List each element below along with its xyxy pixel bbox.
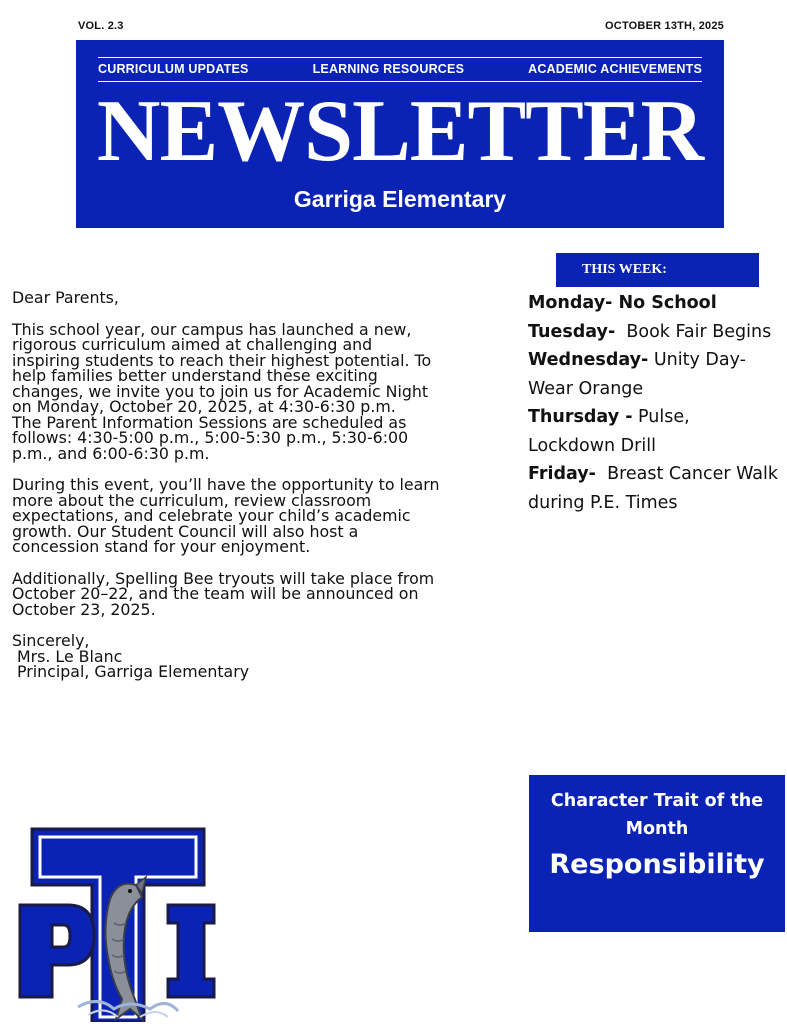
character-trait-box [529,775,785,932]
schedule-item-thursday [528,403,778,460]
schedule-item-tuesday [528,318,778,347]
logo-letter-p [20,905,94,997]
letter-paragraph-2: During this event, you’ll have the opportunity to learn more about the curriculum, review classroom expectations, and celebrate your child’s academic growth. Our Student Council will also host a concession stand for your enjoyment. [12,475,440,556]
letter-paragraph-3: Additionally, Spelling Bee tryouts will take place from October 20–22, and the team will be announced on October 23, 2025. [12,568,435,619]
schedule-day: Friday- [528,464,596,484]
schedule-event: Unity Day- Wear Orange [528,350,746,399]
school-name: Garriga Elementary [293,186,507,212]
this-week-heading: THIS WEEK: [556,253,759,287]
letter-signer: Mrs. Le Blanc [12,646,123,666]
masthead-rule-bottom [98,81,702,82]
character-trait-value: Responsibility [549,849,765,880]
this-week-schedule [528,289,784,517]
schedule-event: Book Fair Begins [615,321,772,342]
logo-letter-i [168,905,214,997]
newsletter-title: NEWSLETTER [96,83,704,180]
schedule-day: Tuesday- [528,321,616,342]
schedule-item-friday [528,460,784,517]
letter-paragraph-1: This school year, our campus has launched a new, rigorous curriculum aimed at challenging and inspiring students to reach their highest potential. To help families better understand these exciting changes, we invite you to join us for Academic Night on Monday, October 20, 2025, at 4:30-6:30 p.m. The Parent Information Sessions are scheduled as follows: 4:30-5:00 p.m., 5:00-5:30 p.m., 5:30-6:00 p.m., and 6:00-6:30 p.m. [12,319,432,463]
schedule-day: Thursday - [528,407,633,427]
masthead-rule-top [98,57,702,58]
character-trait-label: Character Trait of the Month [550,791,764,839]
pti-tarpon-logo-icon [18,827,218,1022]
school-logo [18,827,218,1022]
schedule-event: Breast Cancer Walk during P.E. Times [528,464,784,513]
schedule-item-monday [528,289,778,318]
masthead-banner [76,40,724,228]
schedule-day: Wednesday- [528,350,649,370]
nav-curriculum-updates[interactable]: CURRICULUM UPDATES [98,62,249,76]
letter-closing: Sincerely, [12,631,90,650]
letter-signer-title: Principal, Garriga Elementary [12,662,250,681]
letter-body [12,290,520,680]
issue-date: OCTOBER 13TH, 2025 [605,20,724,32]
volume-label: VOL. 2.3 [78,20,124,32]
schedule-day: Monday- No School [528,293,717,313]
schedule-item-wednesday [528,346,778,403]
nav-academic-achievements[interactable]: ACADEMIC ACHIEVEMENTS [528,62,702,76]
schedule-event: Pulse, Lockdown Drill [528,407,690,456]
nav-learning-resources[interactable]: LEARNING RESOURCES [312,62,465,76]
masthead-nav [98,62,702,76]
letter-greeting: Dear Parents, [12,288,119,307]
